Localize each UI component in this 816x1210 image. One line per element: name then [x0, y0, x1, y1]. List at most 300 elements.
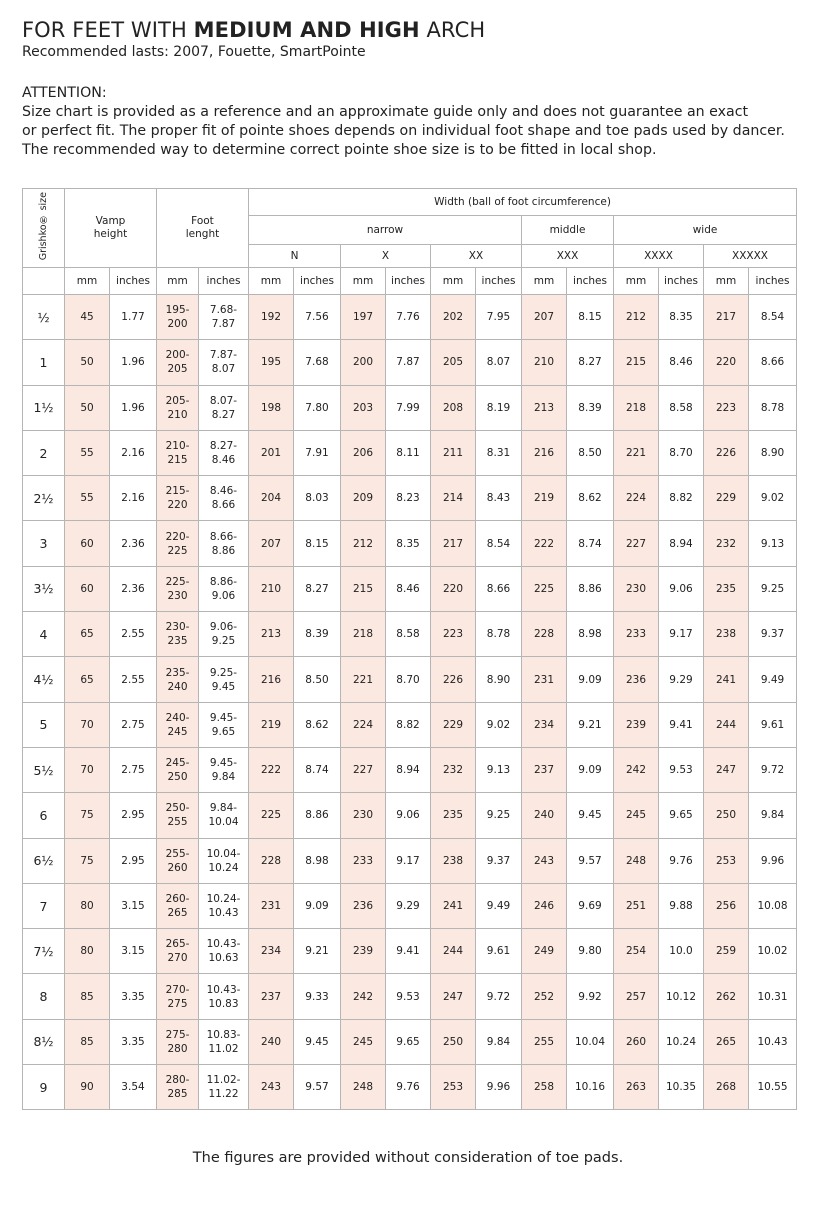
- width-inches-cell: 10.12: [659, 974, 704, 1019]
- width-mm-cell: 200: [341, 340, 386, 385]
- size-cell: 1½: [23, 385, 65, 430]
- unit-mm: mm: [341, 268, 386, 295]
- size-cell: 8½: [23, 1019, 65, 1064]
- width-mm-cell: 250: [431, 1019, 476, 1064]
- page-title: FOR FEET WITH MEDIUM AND HIGH ARCH: [22, 18, 486, 42]
- foot-inches-cell: 10.04- 10.24: [199, 838, 249, 883]
- group-narrow: narrow: [249, 216, 522, 245]
- width-inches-cell: 9.29: [659, 657, 704, 702]
- width-mm-cell: 235: [704, 566, 749, 611]
- width-inches-cell: 10.16: [567, 1065, 614, 1110]
- width-inches-cell: 8.54: [476, 521, 522, 566]
- vamp-inches-cell: 3.54: [110, 1065, 157, 1110]
- vamp-inches-cell: 2.95: [110, 838, 157, 883]
- vamp-mm-cell: 85: [65, 974, 110, 1019]
- width-inches-cell: 8.35: [659, 295, 704, 340]
- width-inches-cell: 8.90: [476, 657, 522, 702]
- width-mm-cell: 212: [614, 295, 659, 340]
- foot-mm-cell: 230- 235: [157, 612, 199, 657]
- width-inches-cell: 9.21: [294, 929, 341, 974]
- unit-inches: inches: [659, 268, 704, 295]
- table-row: [23, 974, 797, 1019]
- unit-mm: mm: [157, 268, 199, 295]
- width-mm-cell: 253: [704, 838, 749, 883]
- vamp-mm-cell: 75: [65, 793, 110, 838]
- width-mm-cell: 247: [704, 747, 749, 792]
- width-mm-cell: 201: [249, 430, 294, 475]
- width-inches-cell: 8.46: [386, 566, 431, 611]
- width-mm-cell: 243: [522, 838, 567, 883]
- vamp-height-header: Vamp height: [65, 189, 157, 268]
- vamp-inches-cell: 2.16: [110, 476, 157, 521]
- vamp-mm-cell: 55: [65, 476, 110, 521]
- width-inches-cell: 7.91: [294, 430, 341, 475]
- size-chart-table: [22, 188, 797, 1110]
- width-mm-cell: 240: [522, 793, 567, 838]
- table-row: [23, 838, 797, 883]
- unit-inches: inches: [110, 268, 157, 295]
- foot-inches-cell: 9.45- 9.65: [199, 702, 249, 747]
- width-inches-cell: 10.24: [659, 1019, 704, 1064]
- table-row: [23, 747, 797, 792]
- width-mm-cell: 223: [431, 612, 476, 657]
- foot-inches-cell: 8.46- 8.66: [199, 476, 249, 521]
- width-inches-cell: 10.02: [749, 929, 797, 974]
- foot-mm-cell: 275- 280: [157, 1019, 199, 1064]
- width-mm-cell: 211: [431, 430, 476, 475]
- foot-mm-cell: 225- 230: [157, 566, 199, 611]
- width-inches-cell: 9.57: [567, 838, 614, 883]
- group-middle: middle: [522, 216, 614, 245]
- width-inches-cell: 10.55: [749, 1065, 797, 1110]
- table-row: [23, 793, 797, 838]
- width-xxxxx: XXXXX: [704, 245, 797, 268]
- width-inches-cell: 9.61: [749, 702, 797, 747]
- vamp-inches-cell: 2.75: [110, 747, 157, 792]
- width-mm-cell: 231: [522, 657, 567, 702]
- width-inches-cell: 9.76: [659, 838, 704, 883]
- width-xx: XX: [431, 245, 522, 268]
- width-inches-cell: 8.70: [659, 430, 704, 475]
- width-inches-cell: 8.98: [567, 612, 614, 657]
- width-inches-cell: 9.25: [749, 566, 797, 611]
- width-mm-cell: 206: [341, 430, 386, 475]
- vamp-inches-cell: 1.96: [110, 340, 157, 385]
- width-inches-cell: 8.98: [294, 838, 341, 883]
- vamp-inches-cell: 2.95: [110, 793, 157, 838]
- unit-mm: mm: [522, 268, 567, 295]
- vamp-inches-cell: 3.35: [110, 1019, 157, 1064]
- size-header: Grishko® size: [23, 189, 65, 268]
- width-inches-cell: 8.50: [567, 430, 614, 475]
- width-mm-cell: 259: [704, 929, 749, 974]
- width-mm-cell: 225: [249, 793, 294, 838]
- table-row: [23, 1065, 797, 1110]
- width-mm-cell: 232: [431, 747, 476, 792]
- width-inches-cell: 8.78: [749, 385, 797, 430]
- width-mm-cell: 226: [704, 430, 749, 475]
- width-inches-cell: 9.06: [386, 793, 431, 838]
- width-mm-cell: 230: [341, 793, 386, 838]
- attention-line: The recommended way to determine correct pointe shoe size is to be fitted in local shop.: [22, 142, 657, 158]
- width-inches-cell: 9.49: [476, 883, 522, 928]
- width-mm-cell: 233: [614, 612, 659, 657]
- width-inches-cell: 8.66: [476, 566, 522, 611]
- size-cell: 2: [23, 430, 65, 475]
- foot-inches-cell: 10.83- 11.02: [199, 1019, 249, 1064]
- width-inches-cell: 8.82: [659, 476, 704, 521]
- vamp-mm-cell: 60: [65, 566, 110, 611]
- size-cell: 7½: [23, 929, 65, 974]
- width-mm-cell: 202: [431, 295, 476, 340]
- width-inches-cell: 9.02: [749, 476, 797, 521]
- width-inches-cell: 8.35: [386, 521, 431, 566]
- width-inches-cell: 8.78: [476, 612, 522, 657]
- width-inches-cell: 8.11: [386, 430, 431, 475]
- width-mm-cell: 215: [341, 566, 386, 611]
- width-mm-cell: 248: [614, 838, 659, 883]
- width-mm-cell: 208: [431, 385, 476, 430]
- width-inches-cell: 7.80: [294, 385, 341, 430]
- table-row: [23, 883, 797, 928]
- width-inches-cell: 9.84: [476, 1019, 522, 1064]
- width-mm-cell: 216: [522, 430, 567, 475]
- width-mm-cell: 238: [704, 612, 749, 657]
- foot-mm-cell: 270- 275: [157, 974, 199, 1019]
- foot-mm-cell: 245- 250: [157, 747, 199, 792]
- width-mm-cell: 257: [614, 974, 659, 1019]
- table-row: [23, 1019, 797, 1064]
- table-row: [23, 476, 797, 521]
- foot-mm-cell: 195- 200: [157, 295, 199, 340]
- width-mm-cell: 192: [249, 295, 294, 340]
- width-inches-cell: 9.72: [749, 747, 797, 792]
- width-mm-cell: 222: [522, 521, 567, 566]
- vamp-inches-cell: 2.55: [110, 612, 157, 657]
- width-inches-cell: 9.84: [749, 793, 797, 838]
- vamp-mm-cell: 75: [65, 838, 110, 883]
- vamp-mm-cell: 70: [65, 702, 110, 747]
- size-cell: 3½: [23, 566, 65, 611]
- width-mm-cell: 213: [522, 385, 567, 430]
- width-inches-cell: 7.56: [294, 295, 341, 340]
- foot-inches-cell: 9.06- 9.25: [199, 612, 249, 657]
- foot-mm-cell: 235- 240: [157, 657, 199, 702]
- width-inches-cell: 9.96: [476, 1065, 522, 1110]
- width-mm-cell: 258: [522, 1065, 567, 1110]
- table-row: [23, 430, 797, 475]
- width-inches-cell: 9.37: [749, 612, 797, 657]
- width-inches-cell: 8.74: [294, 747, 341, 792]
- width-inches-cell: 9.61: [476, 929, 522, 974]
- width-mm-cell: 251: [614, 883, 659, 928]
- footer-note: The figures are provided without consideration of toe pads.: [192, 1150, 624, 1166]
- width-mm-cell: 244: [431, 929, 476, 974]
- unit-mm: mm: [614, 268, 659, 295]
- width-mm-cell: 218: [341, 612, 386, 657]
- width-inches-cell: 10.35: [659, 1065, 704, 1110]
- width-mm-cell: 214: [431, 476, 476, 521]
- width-mm-cell: 245: [341, 1019, 386, 1064]
- size-cell: 5½: [23, 747, 65, 792]
- foot-inches-cell: 8.07- 8.27: [199, 385, 249, 430]
- width-inches-cell: 9.13: [476, 747, 522, 792]
- width-inches-cell: 8.70: [386, 657, 431, 702]
- width-mm-cell: 219: [249, 702, 294, 747]
- width-inches-cell: 9.53: [659, 747, 704, 792]
- attention-line: Size chart is provided as a reference and an approximate guide only and does not guarantee an exact: [22, 104, 749, 120]
- width-mm-cell: 222: [249, 747, 294, 792]
- width-inches-cell: 8.74: [567, 521, 614, 566]
- unit-row: [23, 268, 797, 295]
- width-inches-cell: 8.46: [659, 340, 704, 385]
- width-inches-cell: 9.09: [294, 883, 341, 928]
- width-inches-cell: 10.04: [567, 1019, 614, 1064]
- width-inches-cell: 9.45: [294, 1019, 341, 1064]
- width-mm-cell: 224: [614, 476, 659, 521]
- size-cell: 2½: [23, 476, 65, 521]
- width-inches-cell: 9.92: [567, 974, 614, 1019]
- width-mm-cell: 250: [704, 793, 749, 838]
- width-inches-cell: 9.88: [659, 883, 704, 928]
- unit-inches: inches: [476, 268, 522, 295]
- width-inches-cell: 9.33: [294, 974, 341, 1019]
- width-inches-cell: 9.72: [476, 974, 522, 1019]
- foot-mm-cell: 205- 210: [157, 385, 199, 430]
- width-mm-cell: 253: [431, 1065, 476, 1110]
- vamp-mm-cell: 50: [65, 340, 110, 385]
- size-cell: 9: [23, 1065, 65, 1110]
- foot-inches-cell: 9.25- 9.45: [199, 657, 249, 702]
- width-mm-cell: 227: [341, 747, 386, 792]
- width-mm-cell: 223: [704, 385, 749, 430]
- width-inches-cell: 10.08: [749, 883, 797, 928]
- width-mm-cell: 243: [249, 1065, 294, 1110]
- vamp-mm-cell: 45: [65, 295, 110, 340]
- foot-mm-cell: 260- 265: [157, 883, 199, 928]
- width-mm-cell: 232: [704, 521, 749, 566]
- foot-mm-cell: 255- 260: [157, 838, 199, 883]
- width-inches-cell: 9.76: [386, 1065, 431, 1110]
- width-mm-cell: 245: [614, 793, 659, 838]
- unit-inches: inches: [749, 268, 797, 295]
- width-mm-cell: 241: [431, 883, 476, 928]
- width-inches-cell: 8.86: [567, 566, 614, 611]
- width-mm-cell: 225: [522, 566, 567, 611]
- width-inches-cell: 9.02: [476, 702, 522, 747]
- width-inches-cell: 10.43: [749, 1019, 797, 1064]
- unit-mm: mm: [704, 268, 749, 295]
- vamp-inches-cell: 2.75: [110, 702, 157, 747]
- width-mm-cell: 255: [522, 1019, 567, 1064]
- vamp-mm-cell: 70: [65, 747, 110, 792]
- width-mm-cell: 239: [614, 702, 659, 747]
- attention-heading: ATTENTION:: [22, 85, 107, 101]
- vamp-inches-cell: 2.16: [110, 430, 157, 475]
- width-inches-cell: 8.39: [294, 612, 341, 657]
- size-cell: 8: [23, 974, 65, 1019]
- width-mm-cell: 248: [341, 1065, 386, 1110]
- size-cell: 5: [23, 702, 65, 747]
- width-mm-cell: 207: [249, 521, 294, 566]
- foot-inches-cell: 10.43- 10.63: [199, 929, 249, 974]
- table-row: [23, 385, 797, 430]
- width-mm-cell: 212: [341, 521, 386, 566]
- vamp-mm-cell: 80: [65, 929, 110, 974]
- width-mm-cell: 205: [431, 340, 476, 385]
- width-mm-cell: 216: [249, 657, 294, 702]
- vamp-mm-cell: 65: [65, 612, 110, 657]
- width-inches-cell: 9.29: [386, 883, 431, 928]
- foot-length-header: Foot lenght: [157, 189, 249, 268]
- width-x: X: [341, 245, 431, 268]
- width-inches-cell: 9.69: [567, 883, 614, 928]
- width-header: Width (ball of foot circumference): [249, 189, 797, 216]
- unit-blank: [23, 268, 65, 295]
- width-mm-cell: 236: [614, 657, 659, 702]
- size-cell: 4½: [23, 657, 65, 702]
- width-inches-cell: 9.13: [749, 521, 797, 566]
- width-mm-cell: 237: [249, 974, 294, 1019]
- foot-inches-cell: 7.68- 7.87: [199, 295, 249, 340]
- width-inches-cell: 8.90: [749, 430, 797, 475]
- width-inches-cell: 7.95: [476, 295, 522, 340]
- foot-inches-cell: 11.02- 11.22: [199, 1065, 249, 1110]
- width-inches-cell: 8.27: [567, 340, 614, 385]
- table-row: [23, 566, 797, 611]
- size-cell: 7: [23, 883, 65, 928]
- width-mm-cell: 210: [249, 566, 294, 611]
- unit-inches: inches: [294, 268, 341, 295]
- vamp-mm-cell: 60: [65, 521, 110, 566]
- width-mm-cell: 263: [614, 1065, 659, 1110]
- width-xxx: XXX: [522, 245, 614, 268]
- size-cell: 4: [23, 612, 65, 657]
- unit-inches: inches: [199, 268, 249, 295]
- width-inches-cell: 9.53: [386, 974, 431, 1019]
- foot-inches-cell: 8.66- 8.86: [199, 521, 249, 566]
- width-inches-cell: 8.03: [294, 476, 341, 521]
- attention-line: or perfect fit. The proper fit of pointe shoes depends on individual foot shape and toe pads used by dancer.: [22, 123, 785, 139]
- width-mm-cell: 204: [249, 476, 294, 521]
- table-row: [23, 612, 797, 657]
- width-inches-cell: 9.80: [567, 929, 614, 974]
- width-inches-cell: 9.25: [476, 793, 522, 838]
- group-wide: wide: [614, 216, 797, 245]
- size-cell: ½: [23, 295, 65, 340]
- width-inches-cell: 9.21: [567, 702, 614, 747]
- width-inches-cell: 7.99: [386, 385, 431, 430]
- vamp-mm-cell: 55: [65, 430, 110, 475]
- width-mm-cell: 234: [522, 702, 567, 747]
- foot-inches-cell: 8.27- 8.46: [199, 430, 249, 475]
- vamp-mm-cell: 80: [65, 883, 110, 928]
- width-mm-cell: 230: [614, 566, 659, 611]
- width-mm-cell: 220: [704, 340, 749, 385]
- width-mm-cell: 254: [614, 929, 659, 974]
- width-mm-cell: 265: [704, 1019, 749, 1064]
- width-mm-cell: 242: [614, 747, 659, 792]
- width-inches-cell: 8.23: [386, 476, 431, 521]
- width-mm-cell: 240: [249, 1019, 294, 1064]
- size-cell: 1: [23, 340, 65, 385]
- width-mm-cell: 210: [522, 340, 567, 385]
- width-mm-cell: 229: [431, 702, 476, 747]
- width-mm-cell: 224: [341, 702, 386, 747]
- table-row: [23, 657, 797, 702]
- width-mm-cell: 229: [704, 476, 749, 521]
- width-inches-cell: 8.19: [476, 385, 522, 430]
- width-inches-cell: 9.49: [749, 657, 797, 702]
- size-rows: [23, 295, 797, 1110]
- width-inches-cell: 8.86: [294, 793, 341, 838]
- width-mm-cell: 215: [614, 340, 659, 385]
- unit-mm: mm: [249, 268, 294, 295]
- width-mm-cell: 227: [614, 521, 659, 566]
- vamp-inches-cell: 3.15: [110, 883, 157, 928]
- width-mm-cell: 260: [614, 1019, 659, 1064]
- table-row: [23, 702, 797, 747]
- width-mm-cell: 218: [614, 385, 659, 430]
- vamp-mm-cell: 50: [65, 385, 110, 430]
- width-inches-cell: 9.65: [659, 793, 704, 838]
- size-cell: 6: [23, 793, 65, 838]
- width-inches-cell: 7.76: [386, 295, 431, 340]
- width-inches-cell: 8.94: [386, 747, 431, 792]
- width-mm-cell: 239: [341, 929, 386, 974]
- width-mm-cell: 238: [431, 838, 476, 883]
- width-mm-cell: 221: [614, 430, 659, 475]
- vamp-mm-cell: 90: [65, 1065, 110, 1110]
- vamp-inches-cell: 2.55: [110, 657, 157, 702]
- table-row: [23, 929, 797, 974]
- width-inches-cell: 9.65: [386, 1019, 431, 1064]
- foot-inches-cell: 7.87- 8.07: [199, 340, 249, 385]
- width-mm-cell: 234: [249, 929, 294, 974]
- width-mm-cell: 237: [522, 747, 567, 792]
- width-mm-cell: 241: [704, 657, 749, 702]
- width-inches-cell: 8.54: [749, 295, 797, 340]
- size-cell: 6½: [23, 838, 65, 883]
- width-mm-cell: 244: [704, 702, 749, 747]
- width-inches-cell: 9.96: [749, 838, 797, 883]
- width-inches-cell: 8.50: [294, 657, 341, 702]
- width-inches-cell: 9.17: [386, 838, 431, 883]
- table-row: [23, 340, 797, 385]
- width-mm-cell: 207: [522, 295, 567, 340]
- foot-mm-cell: 250- 255: [157, 793, 199, 838]
- width-inches-cell: 8.58: [386, 612, 431, 657]
- recommended-lasts: Recommended lasts: 2007, Fouette, SmartPointe: [22, 44, 366, 60]
- width-inches-cell: 9.41: [386, 929, 431, 974]
- foot-inches-cell: 9.45- 9.84: [199, 747, 249, 792]
- width-mm-cell: 219: [522, 476, 567, 521]
- vamp-inches-cell: 2.36: [110, 521, 157, 566]
- width-inches-cell: 7.68: [294, 340, 341, 385]
- width-mm-cell: 221: [341, 657, 386, 702]
- width-mm-cell: 262: [704, 974, 749, 1019]
- foot-inches-cell: 9.84- 10.04: [199, 793, 249, 838]
- width-mm-cell: 256: [704, 883, 749, 928]
- width-inches-cell: 8.43: [476, 476, 522, 521]
- width-mm-cell: 246: [522, 883, 567, 928]
- attention-notice: [22, 84, 785, 160]
- width-inches-cell: 9.09: [567, 657, 614, 702]
- width-inches-cell: 9.45: [567, 793, 614, 838]
- width-inches-cell: 8.58: [659, 385, 704, 430]
- width-inches-cell: 7.87: [386, 340, 431, 385]
- width-mm-cell: 198: [249, 385, 294, 430]
